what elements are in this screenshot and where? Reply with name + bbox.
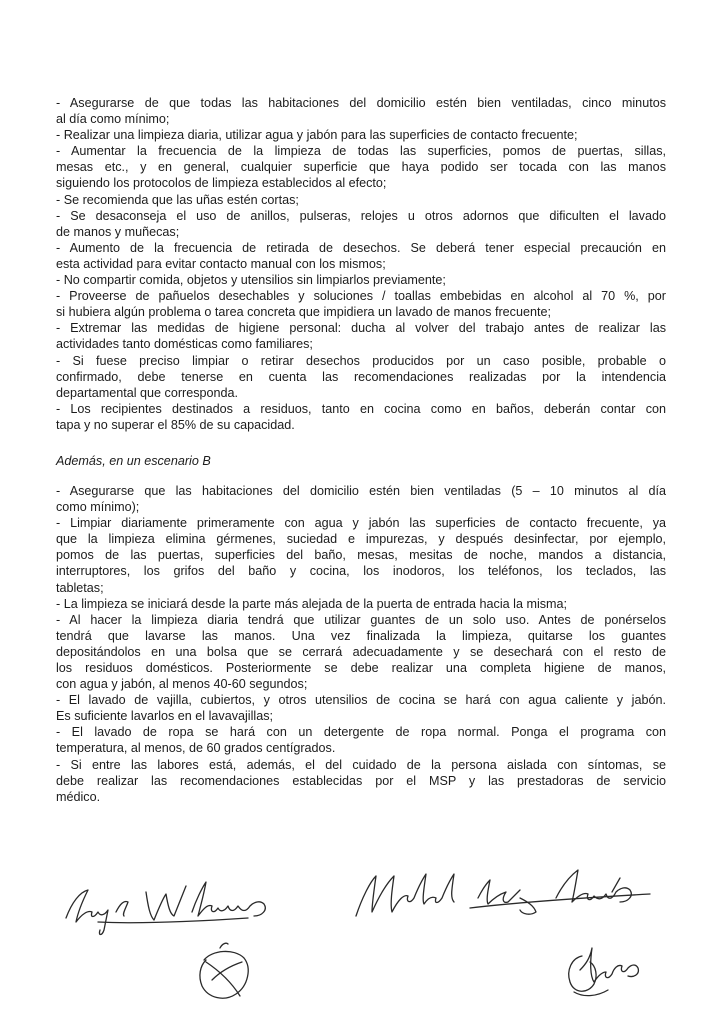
document-body	[56, 95, 666, 805]
text-line: - Aumento de la frecuencia de retirada de desechos. Se deberá tener especial precaución en	[56, 240, 666, 255]
signature-right-strokes	[350, 858, 670, 928]
stamp-mark-strokes	[190, 940, 260, 1010]
text-line: - La limpieza se iniciará desde la parte más alejada de la puerta de entrada hacia la misma;	[56, 596, 568, 611]
text-line: Es suficiente lavarlos en el lavavajillas;	[56, 709, 273, 724]
text-line: - Se recomienda que las uñas estén cortas;	[56, 192, 299, 207]
text-line: pomos de las puertas, superficies del baño, mesas, mesitas de noche, mandos a distancia,	[56, 548, 666, 563]
text-line: tendrá que lavarse las manos. Una vez finalizada la limpieza, quitarse los guantes	[56, 628, 666, 643]
text-line: tapa y no superar el 85% de su capacidad.	[56, 417, 295, 432]
text-line: debe realizar las recomendaciones establecidas por el MSP y las prestadoras de servicio	[56, 773, 666, 788]
stamp-mark	[190, 940, 260, 1010]
signature-right	[350, 858, 670, 928]
text-line: temperatura, al menos, de 60 grados centígrados.	[56, 741, 336, 756]
text-line: depositándolos en una bolsa que se cerrará adecuadamente y se desechará con el resto de	[56, 644, 666, 659]
signature-initials	[560, 936, 650, 1006]
text-line: - Aumentar la frecuencia de la limpieza de todas las superficies, pomos de puertas, sillas,	[56, 144, 666, 159]
section-b	[56, 483, 666, 805]
text-line: confirmado, debe tenerse en cuenta las recomendaciones realizadas por la intendencia	[56, 369, 666, 384]
text-line: - Realizar una limpieza diaria, utilizar agua y jabón para las superficies de contacto frecuente;	[56, 128, 578, 143]
text-line: - Extremar las medidas de higiene personal: ducha al volver del trabajo antes de realizar las	[56, 321, 666, 336]
text-line: - El lavado de ropa se hará con un detergente de ropa normal. Ponga el programa con	[56, 725, 666, 740]
text-line: tabletas;	[56, 580, 104, 595]
text-line: actividades tanto domésticas como familiares;	[56, 337, 313, 352]
text-line: - Al hacer la limpieza diaria tendrá que utilizar guantes de un solo uso. Antes de ponérselos	[56, 612, 666, 627]
text-line: - Asegurarse de que todas las habitaciones del domicilio estén bien ventiladas, cinco minutos	[56, 96, 666, 110]
section-a	[56, 95, 666, 433]
text-line: los residuos domésticos. Posteriormente se debe realizar una completa higiene de manos,	[56, 661, 666, 675]
text-line: si hubiera algún problema o tarea concreta que impidiera un lavado de manos frecuente;	[56, 305, 551, 320]
text-line: que la limpieza elimina gérmenes, suciedad e impurezas, y después desinfectar, por ejemplo,	[56, 532, 666, 547]
text-line: - Limpiar diariamente primeramente con agua y jabón las superficies de contacto frecuente, ya	[56, 516, 666, 531]
text-line: médico.	[56, 789, 101, 804]
text-line: - Los recipientes destinados a residuos, tanto en cocina como en baños, deberán contar con	[56, 401, 666, 416]
text-line: - Asegurarse que las habitaciones del domicilio estén bien ventiladas (5 – 10 minutos al día	[56, 483, 666, 498]
text-line: - El lavado de vajilla, cubiertos, y otros utensilios de cocina se hará con agua caliente y jabón.	[56, 693, 666, 708]
text-line: - Se desaconseja el uso de anillos, pulseras, relojes u otros adornos que dificulten el lavado	[56, 208, 666, 223]
text-line: - Si entre las labores está, además, el del cuidado de la persona aislada con síntomas, se	[56, 757, 666, 772]
signature-left	[58, 872, 283, 942]
section-heading: Además, en un escenario B	[56, 453, 211, 468]
text-line: al día como mínimo;	[56, 112, 170, 127]
text-line: de manos y muñecas;	[56, 224, 180, 239]
text-line: - Si fuese preciso limpiar o retirar desechos producidos por un caso posible, probable o	[56, 353, 666, 368]
text-line: departamental que corresponda.	[56, 385, 239, 400]
signature-initials-strokes	[560, 936, 650, 1006]
text-line: como mínimo);	[56, 500, 140, 515]
signature-left-strokes	[58, 872, 283, 942]
text-line: interruptores, los grifos del baño y cocina, los inodoros, los teléfonos, los teclados, las	[56, 564, 666, 579]
text-line: siguiendo los protocolos de limpieza establecidos al efecto;	[56, 176, 387, 191]
text-line: mesas etc., y en general, cualquier superficie que haya podido ser tocada con las manos	[56, 160, 666, 175]
text-line: con agua y jabón, al menos 40-60 segundos;	[56, 677, 308, 692]
text-line: - No compartir comida, objetos y utensilios sin limpiarlos previamente;	[56, 273, 446, 288]
text-line: esta actividad para evitar contacto manual con los mismos;	[56, 256, 386, 271]
text-line: - Proveerse de pañuelos desechables y soluciones / toallas embebidas en alcohol al 70 %, por	[56, 289, 666, 304]
